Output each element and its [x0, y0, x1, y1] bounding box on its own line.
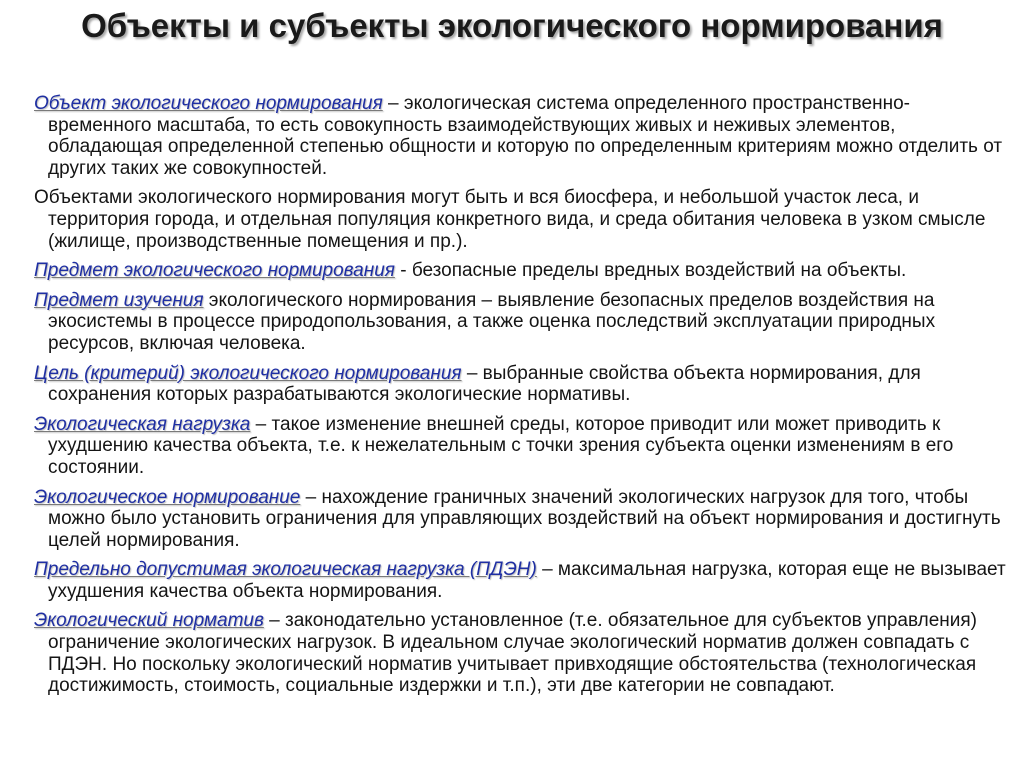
term-subject: Предмет экологического нормирования: [34, 260, 395, 282]
paragraph-object-examples: [34, 187, 1009, 252]
paragraph-subject: [34, 260, 1009, 282]
paragraph-goal: [34, 363, 1009, 406]
definition-text: Объектами экологического нормирования могут быть и вся биосфера, и небольшой участок леса, и территория города, и отдельная популяция конкретного вида, и среда обитания человека в узком смысле (жилище, производственные помещения и пр.).: [34, 187, 986, 252]
definition-text: – выбранные свойства объекта нормирования, для сохранения которых разрабатываются экологические нормативы.: [48, 362, 921, 406]
term-regulation: Экологическое нормирование: [34, 486, 301, 508]
paragraph-regulation: [34, 487, 1009, 552]
paragraph-max-load: [34, 559, 1009, 602]
term-standard: Экологический норматив: [34, 610, 264, 632]
paragraph-standard: [34, 610, 1009, 696]
definition-text: - безопасные пределы вредных воздействий на объекты.: [394, 260, 907, 282]
definition-text: – законодательно установленное (т.е. обязательное для субъектов управления) ограничение экологических нагрузок. В идеальном случае экологический норматив должен совпадать с ПДЭН. Но поскольку экологический норматив учитывает привходящие обстоятельства (технологическая достижимость, стоимость, социальные издержки и т.п.), эти две категории не совпадают.: [48, 610, 977, 697]
definition-text: – такое изменение внешней среды, которое приводит или может приводить к ухудшению качества объекта, т.е. к нежелательным с точки зрения субъекта оценки изменениям в его состоянии.: [48, 413, 954, 478]
definitions-list: [34, 93, 1009, 705]
paragraph-study-subject: [34, 290, 1009, 355]
term-study-subject: Предмет изучения: [34, 289, 204, 311]
paragraph-load: [34, 414, 1009, 479]
term-goal: Цель (критерий) экологического нормирования: [34, 362, 462, 384]
paragraph-object: [34, 93, 1009, 179]
definition-text: – максимальная нагрузка, которая еще не вызывает ухудшения качества объекта нормирования.: [48, 559, 1006, 602]
page-title: Объекты и субъекты экологического нормирования: [81, 7, 943, 44]
definition-text: – экологическая система определенного пространственно-временного масштаба, то есть совокупность взаимодействующих живых и неживых элементов, обладающая определенной степенью общности и которую по определенным критериям можно отделить от других таких же совокупностей.: [48, 93, 1003, 179]
term-load: Экологическая нагрузка: [34, 413, 251, 435]
definition-text: экологического нормирования – выявление безопасных пределов воздействия на экосистемы в процессе природопользования, а также оценка последствий эксплуатации природных ресурсов, включая человека.: [48, 289, 936, 354]
term-max-load: Предельно допустимая экологическая нагрузка (ПДЭН): [34, 559, 537, 581]
definition-text: – нахождение граничных значений экологических нагрузок для того, чтобы можно было установить ограничения для управляющих воздействий на объект нормирования и достигнуть целей нормирования.: [48, 486, 1001, 551]
term-object: Объект экологического нормирования: [34, 93, 383, 114]
